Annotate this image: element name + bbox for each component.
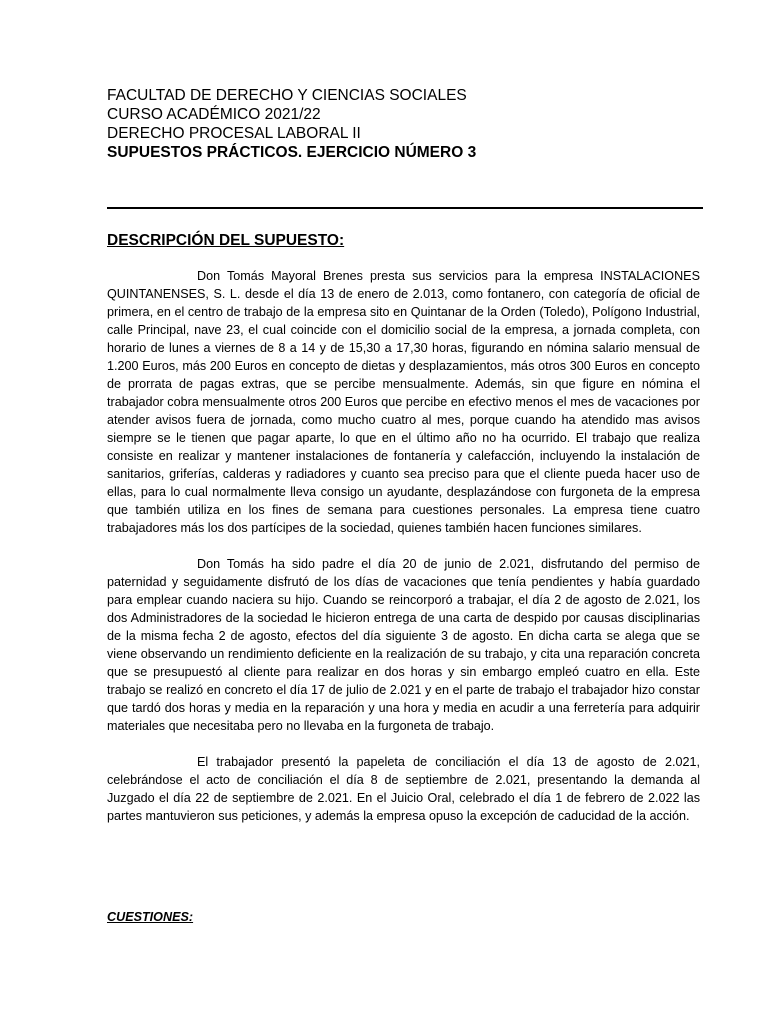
paragraph-1: Don Tomás Mayoral Brenes presta sus servicios para la empresa INSTALACIONES QUINTANENSES, S. L. desde el día 13 de enero de 2.013, como fontanero, con categoría de oficial de primera, en el centro de trabajo de la empresa sito en Quintanar de la Orden (Toledo), Polígono Industrial, calle Principal, nave 23, el cual coincide con el domicilio social de la empresa, a jornada completa, con horario de lunes a viernes de 8 a 14 y de 15,30 a 17,30 horas, figurando en nómina salario mensual de 1.200 Euros, más 200 Euros en concepto de dietas y desplazamientos, más otros 300 Euros en concepto de prorrata de pagas extras, que se percibe mensualmente. Además, sin que figure en nómina el trabajador cobra mensualmente otros 200 Euros que percibe en efectivo menos el mes de vacaciones por atender avisos fuera de jornada, como mucho cuatro al mes, porque cuando ha atendido mas avisos siempre se le tienen que pagar aparte, lo que en el último año no ha ocurrido. El trabajo que realiza consiste en realizar y mantener instalaciones de fontanería y calefacción, incluyendo la instalación de sanitarios, griferías, calderas y radiadores y cuanto sea preciso para que el cliente pueda hacer uso de ellas, para lo cual normalmente lleva consigo un ayudante, desplazándose con furgoneta de la empresa que también utiliza en los fines de semana para cuestiones personales. La empresa tiene cuatro trabajadores más los dos partícipes de la sociedad, quienes también hacen funciones similares. — [107, 269, 700, 535]
exercise-title: SUPUESTOS PRÁCTICOS. EJERCICIO NÚMERO 3 — [107, 144, 477, 161]
section-title-description: DESCRIPCIÓN DEL SUPUESTO: — [107, 232, 345, 249]
case-description — [107, 267, 700, 843]
section-title-questions: CUESTIONES: — [107, 910, 194, 924]
course-name: DERECHO PROCESAL LABORAL II — [107, 125, 361, 142]
academic-year: CURSO ACADÉMICO 2021/22 — [107, 106, 321, 123]
faculty-name: FACULTAD DE DERECHO Y CIENCIAS SOCIALES — [107, 87, 467, 104]
paragraph-2: Don Tomás ha sido padre el día 20 de junio de 2.021, disfrutando del permiso de paternidad y seguidamente disfrutó de los días de vacaciones que tenía pendientes y había guardado para emplear cuando naciera su hijo. Cuando se reincorporó a trabajar, el día 2 de agosto de 2.021, los dos Administradores de la sociedad le hicieron entrega de una carta de despido por causas disciplinarias de la misma fecha 2 de agosto, efectos del día siguiente 3 de agosto. En dicha carta se alega que se viene observando un rendimiento deficiente en la realización de su trabajo, y cita una reparación concreta que se presupuestó al cliente para realizar en dos horas y sin embargo empleó cuatro en ella. Este trabajo se realizó en concreto el día 17 de julio de 2.021 y en el parte de trabajo el trabajador hizo constar que tardó dos horas y media en la reparación y una hora y media en acudir a una ferretería para adquirir materiales que necesitaba pero no llevaba en la furgoneta de trabajo. — [107, 557, 700, 733]
paragraph-3: El trabajador presentó la papeleta de conciliación el día 13 de agosto de 2.021, celebrándose el acto de conciliación el día 8 de septiembre de 2.021, presentando la demanda al Juzgado el día 22 de septiembre de 2.021. En el Juicio Oral, celebrado el día 1 de febrero de 2.022 las partes mantuvieron sus peticiones, y además la empresa opuso la excepción de caducidad de la acción. — [107, 755, 700, 823]
document-header — [107, 86, 667, 162]
horizontal-divider — [107, 207, 703, 209]
